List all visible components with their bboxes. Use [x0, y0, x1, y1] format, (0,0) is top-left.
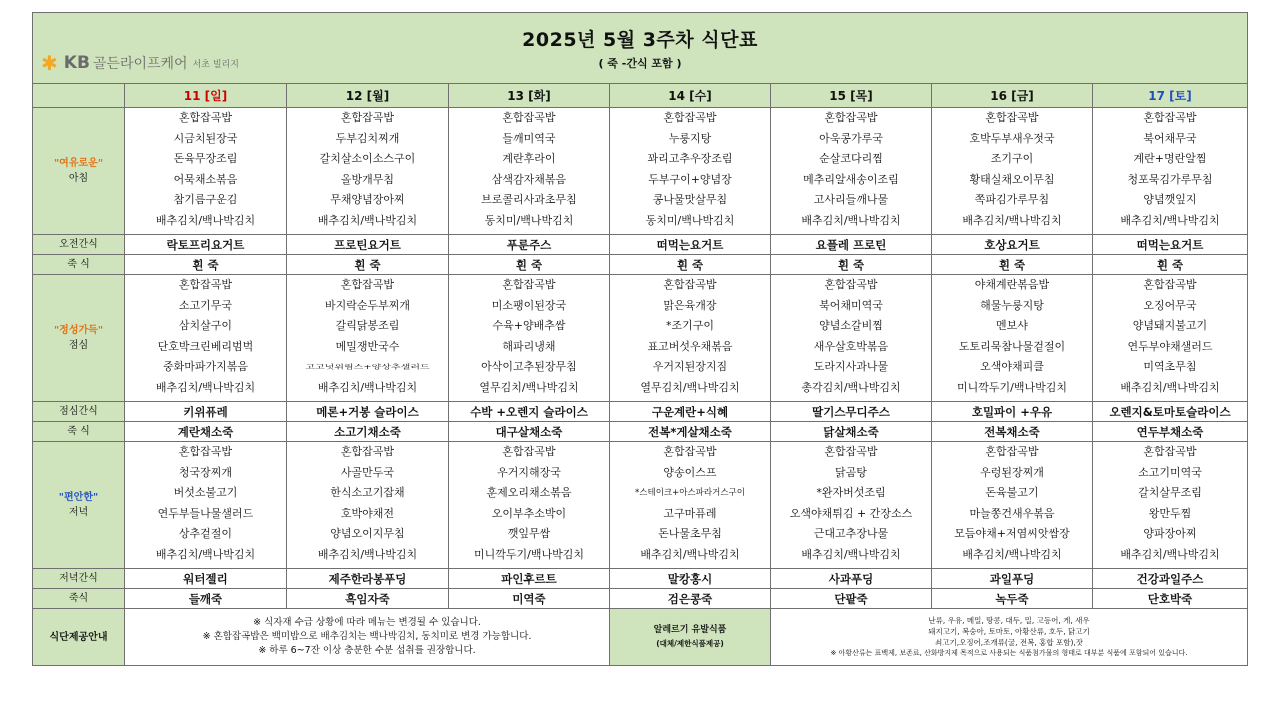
breakfast-menu	[125, 108, 287, 235]
pm-juk-item: 소고기채소죽	[287, 422, 449, 442]
lunch-snack-item: 오렌지&토마토슬라이스	[1093, 402, 1248, 422]
menu-item: 멘보샤	[996, 319, 1028, 333]
menu-item: 배추김치/백나박김치	[801, 213, 901, 227]
pm-juk-item: 닭살채소죽	[771, 422, 932, 442]
logo-branch: 서초 빌리지	[192, 59, 239, 70]
menu-item: 맑은육개장	[663, 298, 717, 312]
lunch-menu	[610, 275, 771, 402]
lunch-menu	[125, 275, 287, 402]
breakfast-menu	[287, 108, 449, 235]
menu-item: 누룽지탕	[668, 131, 712, 145]
menu-item: 브로콜리사과초무침	[481, 193, 577, 207]
dinner-menu	[125, 442, 287, 569]
dinner-snack-item: 과일푸딩	[932, 569, 1093, 589]
menu-item: 양송이스프	[663, 465, 717, 479]
menu-item: 올방개무침	[340, 172, 395, 186]
menu-item: 동치미/백나박김치	[645, 213, 735, 227]
dinner-menu	[287, 442, 449, 569]
menu-item: 해파리냉채	[502, 339, 556, 353]
menu-item: 배추김치/백나박김치	[317, 547, 418, 561]
menu-item: 콩나물맛살무침	[652, 193, 728, 207]
dinner-snack-item: 파인후르트	[449, 569, 610, 589]
am-snack-item: 호상요거트	[932, 235, 1093, 255]
menu-item: 바지락순두부찌개	[324, 298, 410, 312]
menu-item: 혼합잡곡밥	[824, 111, 878, 124]
menu-item: 계란+명란알찜	[1133, 152, 1207, 166]
menu-item: 호박두부새우젓국	[969, 131, 1055, 145]
day-header: 17 [토]	[1093, 84, 1248, 108]
breakfast-menu	[1093, 108, 1248, 235]
menu-item: 단호박크린베리범벅	[157, 339, 254, 353]
am-juk-item: 흰 죽	[125, 255, 287, 275]
page-title: 2025년 5월 3주차 식단표	[522, 29, 758, 51]
night-juk-item: 흑임자죽	[287, 589, 449, 609]
menu-item: 혼합잡곡밥	[1143, 278, 1197, 291]
menu-item: 고고넛위림스+양상추샐러드	[305, 364, 430, 372]
menu-item: 혼합잡곡밥	[663, 445, 717, 458]
menu-item: 혼합잡곡밥	[340, 111, 395, 124]
night-juk-item: 미역죽	[449, 589, 610, 609]
pm-juk-item: 연두부채소죽	[1093, 422, 1248, 442]
am-juk-item: 흰 죽	[932, 255, 1093, 275]
menu-item: 조기구이	[990, 152, 1034, 166]
menu-item: 양파장아찌	[1143, 527, 1197, 541]
menu-item: 미니깍두기/백나박김치	[957, 380, 1067, 394]
lunch-snack-item: 메론+거봉 슬라이스	[287, 402, 449, 422]
menu-item: 혼합잡곡밥	[502, 111, 556, 124]
menu-item: 왕만두찜	[1148, 506, 1192, 520]
pm-juk-item: 전복*게살채소죽	[610, 422, 771, 442]
menu-item: 미역초무침	[1143, 360, 1197, 374]
menu-item: 북어채미역국	[819, 298, 883, 312]
menu-item: *완자버섯조림	[816, 486, 886, 500]
am-juk-item: 흰 죽	[449, 255, 610, 275]
menu-item: 순살코다리찜	[819, 152, 883, 166]
day-header: 12 [월]	[287, 84, 449, 108]
breakfast-menu	[771, 108, 932, 235]
menu-item: 훈제오리채소볶음	[486, 486, 572, 500]
menu-item: 북어채무국	[1143, 131, 1197, 145]
breakfast-menu	[449, 108, 610, 235]
menu-item: 혼합잡곡밥	[178, 111, 233, 124]
menu-item: 혼합잡곡밥	[985, 445, 1039, 458]
menu-item: 오이부추소박이	[491, 506, 567, 520]
menu-item: 혼합잡곡밥	[985, 111, 1039, 124]
menu-item: 돈육불고기	[985, 486, 1039, 500]
am-juk-label: 죽 식	[33, 255, 125, 275]
am-snack-item: 푸룬주스	[449, 235, 610, 255]
menu-item: 쪽파김가루무침	[974, 193, 1050, 207]
menu-item: 두부구이+양념장	[648, 172, 732, 186]
menu-item: 들깨미역국	[502, 131, 556, 145]
night-juk-item: 녹두죽	[932, 589, 1093, 609]
am-snack-item: 떠먹는요거트	[1093, 235, 1248, 255]
day-header: 11 [일]	[125, 84, 287, 108]
menu-item: 청국장찌개	[178, 465, 233, 479]
dinner-snack-item: 제주한라봉푸딩	[287, 569, 449, 589]
header-banner	[33, 13, 1248, 84]
lunch-menu	[449, 275, 610, 402]
allergy-list: 난류, 우유, 메밀, 땅콩, 대두, 밀, 고등어, 게, 새우 돼지고기, 복숭아, 토마토, 아황산류, 호두, 닭고기 쇠고기,오징어,조개류(굴, 전복, 홍합 포함),잣 ※ 아황산류는 표백제, 보존료, 산화방지제 목적으로 사용되는 식품첨가물의 형태로 대부분 식품에 포함되어 있습니다.	[771, 609, 1248, 666]
menu-item: 삼치살구이	[178, 319, 233, 333]
menu-item: 청포묵김가루무침	[1127, 172, 1213, 186]
menu-item: 두부김치찌개	[335, 131, 400, 145]
menu-item: 혼합잡곡밥	[824, 278, 878, 291]
lunch-menu	[932, 275, 1093, 402]
menu-item: 참기름구운김	[173, 193, 238, 207]
meal-plan-table	[32, 12, 1248, 666]
menu-item: *스테이크+아스파라거스구이	[635, 488, 745, 499]
day-header: 15 [목]	[771, 84, 932, 108]
menu-item: 돈나물초무침	[658, 527, 722, 541]
menu-item: 배추김치/백나박김치	[962, 213, 1062, 227]
menu-item: 배추김치/백나박김치	[317, 380, 418, 394]
menu-item: 혼합잡곡밥	[178, 278, 233, 291]
menu-item: 한식소고기잡채	[330, 486, 405, 500]
menu-item: 사골만두국	[340, 465, 395, 479]
lunch-snack-item: 수박 +오렌지 슬라이스	[449, 402, 610, 422]
am-snack-label: 오전간식	[33, 235, 125, 255]
page-subtitle: ( 죽 -간식 포함 )	[598, 57, 682, 70]
menu-item: 시금치된장국	[173, 131, 238, 145]
menu-item: 혼합잡곡밥	[663, 111, 717, 124]
menu-item: 근대고추장나물	[813, 527, 889, 541]
menu-item: 호박야채전	[340, 506, 395, 520]
menu-item: 우거지된장지짐	[652, 360, 728, 374]
menu-item: 혼합잡곡밥	[663, 278, 717, 291]
menu-item: 배추김치/백나박김치	[317, 213, 418, 227]
menu-item: 배추김치/백나박김치	[1120, 547, 1220, 561]
night-juk-label: 죽식	[33, 589, 125, 609]
menu-item: 양념깻잎지	[1143, 193, 1197, 207]
menu-item: 배추김치/백나박김치	[155, 213, 256, 227]
breakfast-menu	[610, 108, 771, 235]
day-header: 13 [화]	[449, 84, 610, 108]
day-header: 14 [수]	[610, 84, 771, 108]
menu-item: 혼합잡곡밥	[178, 445, 233, 458]
footer-label: 식단제공안내	[33, 609, 125, 666]
night-juk-item: 검은콩죽	[610, 589, 771, 609]
dinner-snack-label: 저녁간식	[33, 569, 125, 589]
kb-star-icon: ✱	[41, 51, 58, 75]
menu-item: 우렁된장찌개	[980, 465, 1044, 479]
menu-item: 닭곰탕	[835, 465, 867, 479]
dinner-snack-item: 워터젤리	[125, 569, 287, 589]
menu-item: 소고기미역국	[1138, 465, 1202, 479]
menu-item: 갈치살소이소스구이	[319, 152, 416, 166]
lunch-snack-item: 딸기스무디주스	[771, 402, 932, 422]
menu-item: 버섯소불고기	[173, 486, 238, 500]
menu-item: 양념돼지불고기	[1132, 319, 1208, 333]
menu-item: 새우살호박볶음	[813, 339, 889, 353]
menu-item: 혼합잡곡밥	[502, 445, 556, 458]
menu-item: 표고버섯우채볶음	[647, 339, 733, 353]
lunch-snack-item: 호밀파이 +우유	[932, 402, 1093, 422]
menu-item: 고사리들깨나물	[813, 193, 889, 207]
lunch-label: "정성가득" 점심	[33, 275, 125, 402]
menu-item: 연두부들나물샐러드	[157, 506, 254, 520]
menu-item: 혼합잡곡밥	[340, 445, 395, 458]
menu-item: 무채양념장아찌	[330, 193, 405, 207]
menu-item: 배추김치/백나박김치	[1120, 213, 1220, 227]
night-juk-item: 단호박죽	[1093, 589, 1248, 609]
menu-item: 깻잎무쌈	[507, 527, 551, 541]
menu-item: 혼합잡곡밥	[1143, 111, 1197, 124]
menu-item: 혼합잡곡밥	[824, 445, 878, 458]
menu-item: 배추김치/백나박김치	[1120, 380, 1220, 394]
lunch-menu	[287, 275, 449, 402]
am-juk-item: 흰 죽	[610, 255, 771, 275]
am-snack-item: 락토프리요거트	[125, 235, 287, 255]
menu-item: 열무김치/백나박김치	[640, 380, 740, 394]
menu-item: *조기구이	[665, 319, 714, 333]
menu-item: 모듬야채+저염씨앗쌈장	[954, 527, 1070, 541]
menu-item: 배추김치/백나박김치	[640, 547, 740, 561]
menu-item: 미소팽이된장국	[491, 298, 567, 312]
dinner-menu	[449, 442, 610, 569]
am-snack-item: 프로틴요거트	[287, 235, 449, 255]
menu-item: 미니깍두기/백나박김치	[474, 547, 584, 561]
am-snack-item: 요플레 프로틴	[771, 235, 932, 255]
dinner-snack-item: 말캉홍시	[610, 569, 771, 589]
menu-item: 상추겉절이	[178, 527, 233, 541]
am-juk-item: 흰 죽	[771, 255, 932, 275]
menu-item: 꽈리고추우장조림	[647, 152, 733, 166]
menu-item: 메밀쟁반국수	[335, 339, 400, 353]
menu-item: 배추김치/백나박김치	[962, 547, 1062, 561]
menu-item: 도라지사과나물	[813, 360, 889, 374]
lunch-snack-item: 키위퓨레	[125, 402, 287, 422]
breakfast-label: "여유로운" 아침	[33, 108, 125, 235]
menu-item: 고구마퓨레	[663, 506, 717, 520]
menu-item: 혼합잡곡밥	[1143, 445, 1197, 458]
menu-item: 오색야채피클	[980, 360, 1044, 374]
menu-item: 혼합잡곡밥	[502, 278, 556, 291]
menu-item: 마늘쫑건새우볶음	[969, 506, 1055, 520]
day-header: 16 [금]	[932, 84, 1093, 108]
menu-item: 오색야채튀김 + 간장소스	[789, 506, 913, 520]
am-juk-item: 흰 죽	[1093, 255, 1248, 275]
menu-item: 황태실채오이무침	[969, 172, 1055, 186]
menu-item: 오징어무국	[1143, 298, 1197, 312]
menu-item: 아욱콩가루국	[819, 131, 883, 145]
meal-plan-sheet	[32, 12, 1247, 666]
menu-item: 해물누룽지탕	[980, 298, 1044, 312]
pm-juk-label: 죽 식	[33, 422, 125, 442]
menu-item: 계란후라이	[502, 152, 556, 166]
dinner-menu	[610, 442, 771, 569]
dinner-snack-item: 사과푸딩	[771, 569, 932, 589]
menu-item: 동치미/백나박김치	[484, 213, 574, 227]
dinner-menu	[932, 442, 1093, 569]
menu-item: 갈치살무조림	[1138, 486, 1202, 500]
menu-item: 열무김치/백나박김치	[479, 380, 579, 394]
allergy-title-cell: 알레르기 유발식품 (대체/제한식품제공)	[610, 609, 771, 666]
menu-item: 어묵채소볶음	[173, 172, 238, 186]
corner-cell	[33, 84, 125, 108]
logo-kb: KB	[63, 53, 90, 73]
breakfast-menu	[932, 108, 1093, 235]
menu-item: 돈육무장조림	[173, 152, 238, 166]
menu-item: 야채계란볶음밥	[974, 278, 1050, 291]
lunch-snack-item: 구운계란+식혜	[610, 402, 771, 422]
pm-juk-item: 계란채소죽	[125, 422, 287, 442]
menu-item: 총각김치/백나박김치	[801, 380, 901, 394]
menu-item: 아삭이고추된장무침	[481, 360, 577, 374]
am-snack-item: 떠먹는요거트	[610, 235, 771, 255]
pm-juk-item: 전복채소죽	[932, 422, 1093, 442]
dinner-menu	[771, 442, 932, 569]
dinner-menu	[1093, 442, 1248, 569]
dinner-snack-item: 건강과일주스	[1093, 569, 1248, 589]
menu-item: 배추김치/백나박김치	[155, 547, 256, 561]
menu-item: 메추리알새송이조림	[803, 172, 899, 186]
menu-item: 혼합잡곡밥	[340, 278, 395, 291]
menu-item: 갈릭닭봉조림	[335, 319, 400, 333]
night-juk-item: 들깨죽	[125, 589, 287, 609]
menu-item: 소고기무국	[178, 298, 233, 312]
pm-juk-item: 대구살채소죽	[449, 422, 610, 442]
menu-item: 삼색감자채볶음	[491, 172, 567, 186]
menu-item: 수육+양배추쌈	[492, 319, 566, 333]
logo-text: 골든라이프케어	[92, 56, 188, 72]
menu-item: 양념소갈비찜	[819, 319, 883, 333]
lunch-snack-label: 점심간식	[33, 402, 125, 422]
menu-item: 도토리묵참나물겉절이	[958, 339, 1066, 353]
footer-notes: ※ 식자재 수급 상황에 따라 메뉴는 변경될 수 있습니다. ※ 혼합잡곡밥은 백미밥으로 배추김치는 백나박김치, 동치미로 변경 가능합니다. ※ 하루 6~7잔 이상 충분한 수분 섭취를 권장합니다.	[125, 609, 610, 666]
lunch-menu	[771, 275, 932, 402]
menu-item: 양념오이지무침	[330, 527, 405, 541]
night-juk-item: 단팥죽	[771, 589, 932, 609]
menu-item: 중화마파가지볶음	[162, 360, 248, 374]
menu-item: 연두부야채샐러드	[1127, 339, 1213, 353]
am-juk-item: 흰 죽	[287, 255, 449, 275]
menu-item: 우거지해장국	[497, 465, 561, 479]
menu-item: 배추김치/백나박김치	[155, 380, 256, 394]
dinner-label: "편안한" 저녁	[33, 442, 125, 569]
menu-item: 배추김치/백나박김치	[801, 547, 901, 561]
lunch-menu	[1093, 275, 1248, 402]
